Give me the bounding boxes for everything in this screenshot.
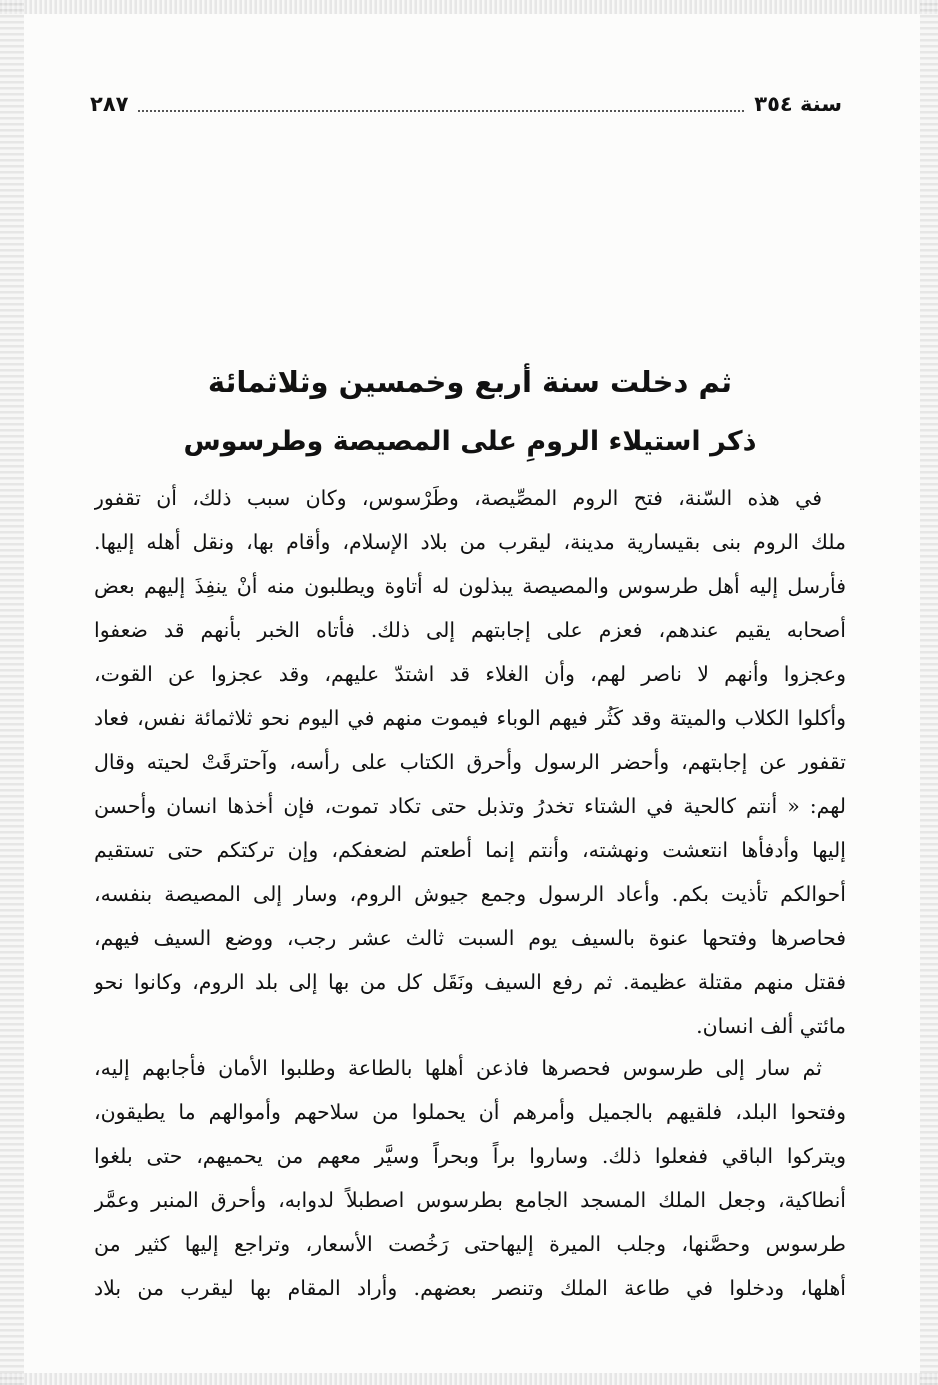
text-line: تقفور عن إجابتهم، وأحضر الرسول وأحرق الكتاب على رأسه، وآحترقَتْ لحيته وقال [94,750,846,774]
scan-edge-right [920,0,938,1385]
year-heading: ثم دخلت سنة أربع وخمسين وثلاثمائة [207,365,733,399]
page-number: ٢٨٧ [90,92,129,116]
text-line: فقتل منهم مقتلة عظيمة. ثم رفع السيف ونَقَل كل من بها إلى بلد الروم، وكانوا نحو [94,970,846,994]
running-header [90,84,842,124]
text-line: أحوالكم تأذيت بكم. وأعاد الرسول وجمع جيوش الروم، وسار إلى المصيصة بنفسه، [94,882,846,906]
text-line: لهم: « أنتم كالحية في الشتاء تخدرُ وتذبل حتى تكاد تموت، فإن أخذها انسان وأحسن [94,794,846,818]
text-line: ثم سار إلى طرسوس فحصرها فاذعن أهلها بالطاعة وطلبوا الأمان فأجابهم إليه، [94,1056,822,1080]
text-line: أنطاكية، وجعل الملك المسجد الجامع بطرسوس اصطبلاً لدوابه، وأحرق المنبر وعمَّر [94,1188,846,1212]
paragraph-1 [94,476,846,1048]
paragraph-2 [94,1046,846,1310]
scan-edge-top [0,0,938,14]
text-line: وفتحوا البلد، فلقيهم بالجميل وأمرهم أن يحملوا من سلاحهم وأموالهم ما يطيقون، [94,1100,846,1124]
text-line: أصحابه يقيم عندهم، فعزم على إجابتهم إلى ذلك. فأتاه الخبر بأنهم قد ضعفوا [94,618,846,642]
text-line: وعجزوا وأنهم لا ناصر لهم، وأن الغلاء قد اشتدّ عليهم، وقد عجزوا عن القوت، [94,662,846,686]
scan-edge-left [0,0,24,1385]
text-line: ويتركوا الباقي ففعلوا ذلك. وساروا براً وبحراً وسيَّر معهم من يحميهم، حتى بلغوا [94,1144,846,1168]
section-heading: ذكر استيلاء الرومِ على المصيصة وطرسوس [183,426,757,457]
text-line: في هذه السّنة، فتح الروم المصِّيصة، وطَرْسوس، وكان سبب ذلك، أن تقفور [94,486,822,510]
text-line: فأرسل إليه أهل طرسوس والمصيصة يبذلون له أتاوة ويطلبون منه أنْ ينفِذَ إليهم بعض [94,574,846,598]
running-header-title: سنة ٣٥٤ [754,92,842,116]
text-line: إليها وأدفأها انتعشت ونهشته، وأنتم إنما أطعتم لضعفكم، وإن تركتكم حتى تستقيم [94,838,846,862]
text-line: أهلها، ودخلوا في طاعة الملك وتنصر بعضهم. وأراد المقام بها ليقرب من بلاد [94,1276,846,1300]
text-line: طرسوس وحصَّنها، وجلب الميرة إليهاحتى رَخُصت الأسعار، وتراجع إليها كثير من [94,1232,846,1256]
text-line: فحاصرها وفتحها عنوة بالسيف يوم السبت ثالث عشر رجب، ووضع السيف فيهم، [94,926,846,950]
text-line: ملك الروم بنى بقيسارية مدينة، ليقرب من بلاد الإسلام، وأقام بها، ونقل أهله إليها. [94,530,846,554]
scan-edge-bottom [0,1373,938,1385]
header-dotted-leader [138,110,744,112]
text-line: وأكلوا الكلاب والميتة وقد كَثُر فيهم الوباء فيموت منهم في اليوم نحو ثلاثمائة نفس، فعاد [94,706,846,730]
text-line: مائتي ألف انسان. [696,1014,846,1038]
